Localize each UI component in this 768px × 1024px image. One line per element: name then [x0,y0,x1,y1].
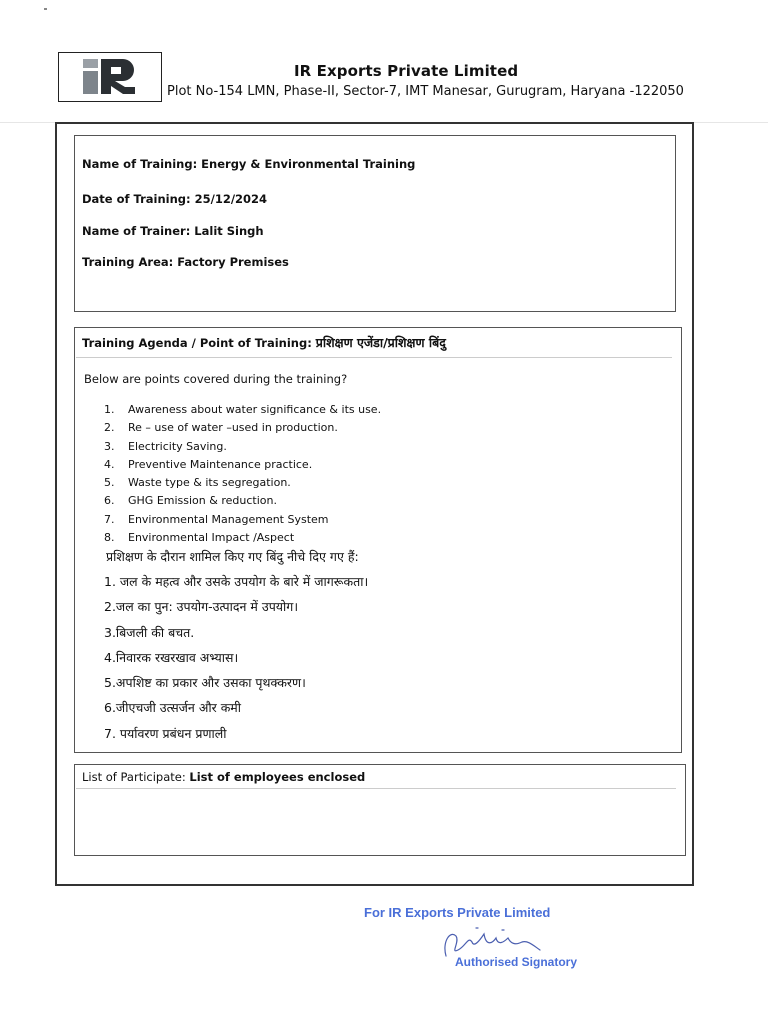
participants-label: List of Participate: [82,770,190,784]
list-item-text: Re – use of water –used in production. [128,421,338,435]
training-area: Training Area: Factory Premises [82,255,289,269]
training-name: Name of Training: Energy & Environmental Training [82,157,416,171]
list-item-number: 3. [104,439,115,453]
signature-company: For IR Exports Private Limited [364,905,551,920]
list-item [104,511,381,529]
list-item: 2.जल का पुन: उपयोग-उत्पादन में उपयोग। [104,599,299,615]
list-item-text: GHG Emission & reduction. [128,494,277,508]
list-item-number: 2. [104,421,115,435]
list-item-number: 1. [104,403,115,416]
scan-mark [44,8,47,10]
list-item [104,401,381,419]
list-item-text: Preventive Maintenance practice. [128,457,313,471]
list-item-text: Environmental Management System [128,512,329,526]
agenda-divider [76,357,672,358]
list-item: 5.अपशिष्ट का प्रकार और उसका पृथक्करण। [104,675,306,691]
list-item-text: Awareness about water significance & its use. [128,403,382,416]
agenda-heading-hindi: प्रशिक्षण एजेंडा/प्रशिक्षण बिंदु [315,335,446,350]
list-item [104,492,381,510]
list-item: 6.जीएचजी उत्सर्जन और कमी [104,700,242,716]
participants-divider [76,788,676,789]
list-item-number: 8. [104,531,115,545]
company-address: Plot No-154 LMN, Phase-II, Sector-7, IMT Manesar, Gurugram, Haryana -122050 [167,84,684,99]
list-item [104,529,381,547]
list-item-text: Environmental Impact /Aspect [128,531,295,545]
company-name: IR Exports Private Limited [294,62,519,80]
list-item: 7. पर्यावरण प्रबंधन प्रणाली [104,725,227,741]
list-item-number: 6. [104,494,115,508]
company-logo [58,52,162,102]
participants-line [82,770,365,784]
list-item [104,456,381,474]
list-item-number: 4. [104,457,115,471]
list-item [104,419,381,437]
list-item: 3.बिजली की बचत. [104,624,195,640]
hindi-intro: प्रशिक्षण के दौरान शामिल किए गए बिंदु नीचे दिए गए हैं: [106,549,359,564]
list-item [104,438,381,456]
list-item: 4.निवारक रखरखाव अभ्यास। [104,649,239,665]
list-item-text: Electricity Saving. [128,439,227,453]
agenda-points-list [104,401,381,547]
signature-role: Authorised Signatory [455,955,578,969]
list-item [104,474,381,492]
list-item-number: 5. [104,476,115,490]
list-item: 1. जल के महत्व और उसके उपयोग के बारे में जागरूकता। [104,574,369,589]
participants-value: List of employees enclosed [189,770,366,784]
list-item-number: 7. [104,512,115,526]
agenda-intro: Below are points covered during the training? [84,372,348,386]
agenda-heading-label: Training Agenda / Point of Training: [82,336,316,350]
training-date: Date of Training: 25/12/2024 [82,192,268,206]
hindi-points-list [104,572,368,749]
agenda-heading [82,334,446,351]
trainer-name: Name of Trainer: Lalit Singh [82,224,264,238]
list-item-text: Waste type & its segregation. [128,476,291,490]
